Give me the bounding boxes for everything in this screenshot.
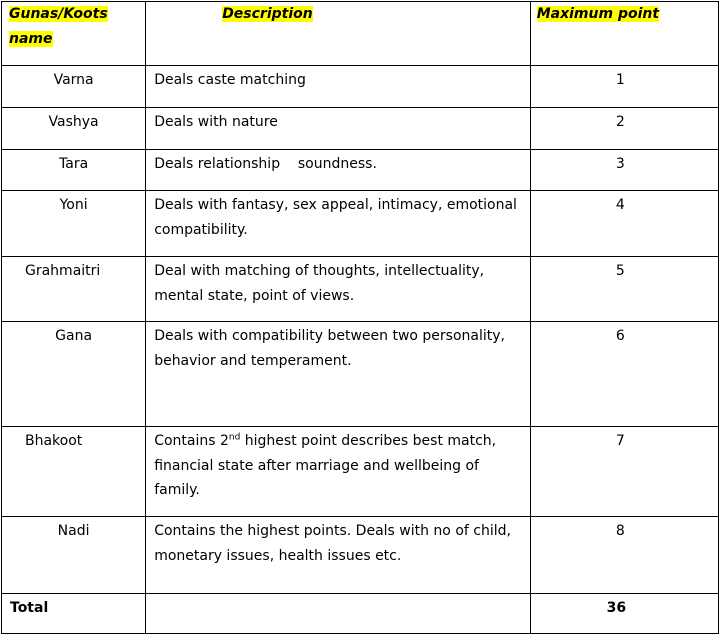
row-points: 3 [615, 156, 625, 172]
table-row [2, 191, 719, 257]
header-cell-description [146, 2, 531, 66]
row-name-cell [2, 66, 146, 108]
table-row [2, 66, 719, 108]
row-points: 4 [615, 197, 625, 213]
row-points: 1 [615, 72, 625, 88]
row-description: Deals relationship soundness. [154, 156, 377, 172]
row-points: 8 [615, 523, 625, 539]
row-name: Vashya [48, 114, 99, 130]
row-desc-cell [146, 150, 531, 191]
row-description: Contains the highest points. Deals with no of child, monetary issues, health issues etc. [154, 523, 511, 564]
total-row [2, 594, 719, 634]
row-name: Nadi [57, 523, 90, 539]
table-row [2, 150, 719, 191]
table-row [2, 257, 719, 322]
row-points-cell [530, 257, 718, 322]
row-desc-cell [146, 191, 531, 257]
row-name: Grahmaitri [25, 263, 101, 279]
row-description-sup: nd [228, 432, 241, 443]
table-header-row [2, 2, 719, 66]
row-desc-cell [146, 257, 531, 322]
row-description: Deals with compatibility between two personality, behavior and temperament. [154, 328, 505, 369]
row-name-cell [2, 257, 146, 322]
row-points-cell [530, 191, 718, 257]
row-points-cell [530, 427, 718, 517]
row-name-cell [2, 322, 146, 427]
row-name: Tara [59, 156, 89, 172]
row-description: Deals with nature [154, 114, 278, 130]
header-cell-points [530, 2, 718, 66]
total-value: 36 [606, 600, 627, 616]
table-row [2, 108, 719, 150]
row-points: 2 [615, 114, 625, 130]
row-name-cell [2, 108, 146, 150]
row-name: Bhakoot [25, 433, 83, 449]
header-cell-name [2, 2, 146, 66]
row-desc-cell [146, 427, 531, 517]
table-row [2, 427, 719, 517]
header-maximum-point: Maximum point [536, 6, 660, 22]
row-description-post: highest point describes best match, financial state after marriage and wellbeing of family. [154, 433, 497, 498]
row-desc-cell [146, 322, 531, 427]
header-name-line2: name [9, 30, 53, 47]
table-row [2, 517, 719, 594]
row-name: Varna [53, 72, 94, 88]
row-description: Deal with matching of thoughts, intellectuality, mental state, point of views. [154, 263, 485, 304]
total-desc-cell [146, 594, 531, 634]
row-description [146, 427, 530, 503]
row-points: 6 [615, 328, 625, 344]
row-points-cell [530, 517, 718, 594]
total-label: Total [10, 600, 49, 616]
total-value-cell [530, 594, 718, 634]
total-label-cell [2, 594, 146, 634]
row-points-cell [530, 66, 718, 108]
table-row [2, 322, 719, 427]
row-description: Deals with fantasy, sex appeal, intimacy, emotional compatibility. [154, 197, 517, 238]
row-points-cell [530, 150, 718, 191]
row-name-cell [2, 191, 146, 257]
row-points: 7 [615, 433, 625, 449]
gunas-table [1, 1, 719, 634]
total-description [146, 594, 530, 596]
row-points-cell [530, 322, 718, 427]
header-name-line1: Gunas/Koots [9, 6, 108, 22]
row-name-cell [2, 150, 146, 191]
row-points: 5 [615, 263, 625, 279]
row-description-pre: Contains 2 [154, 433, 229, 449]
row-name-cell [2, 427, 146, 517]
row-points-cell [530, 108, 718, 150]
row-name: Gana [55, 328, 93, 344]
row-desc-cell [146, 108, 531, 150]
row-name: Yoni [59, 197, 88, 213]
row-description: Deals caste matching [154, 72, 306, 88]
row-name-cell [2, 517, 146, 594]
header-description: Description [222, 6, 313, 22]
row-desc-cell [146, 517, 531, 594]
row-desc-cell [146, 66, 531, 108]
